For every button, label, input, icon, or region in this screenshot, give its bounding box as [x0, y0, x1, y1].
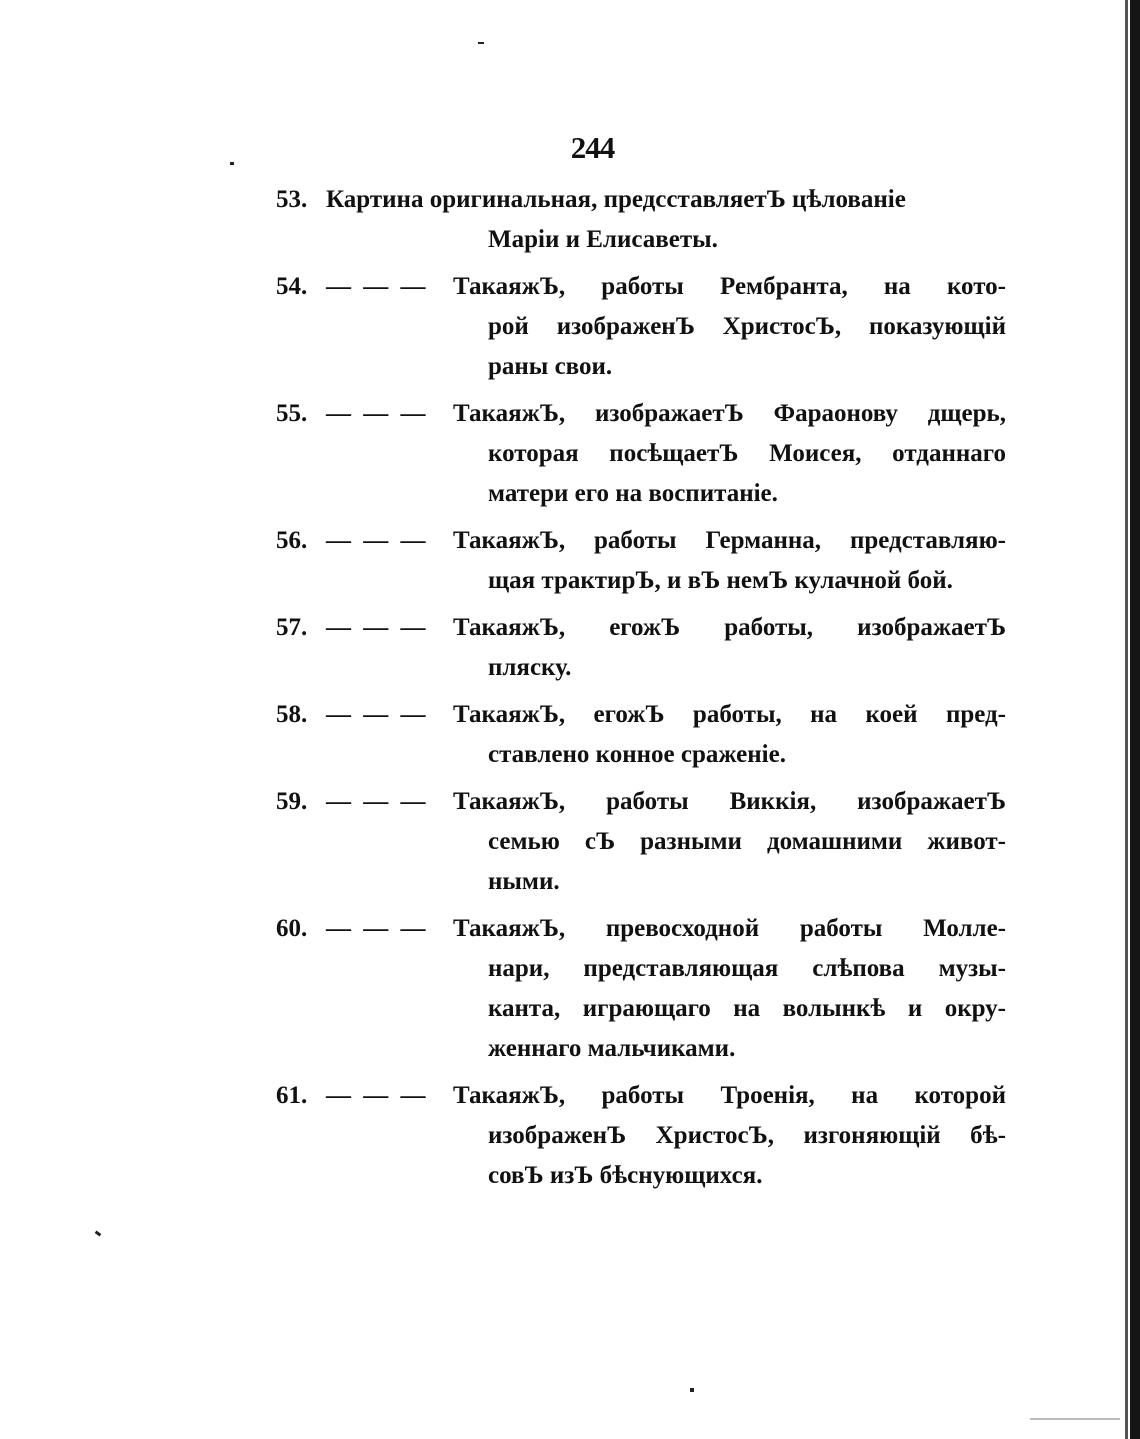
scan-speck: [690, 1388, 694, 1392]
entry-text-line: нари, представляющая слѣпова музы-: [488, 955, 1006, 982]
entry-text-line: ТакаяжЪ, егожЪ работы, на коей пред-: [453, 701, 1006, 728]
entry-dash: — — —: [326, 614, 429, 641]
catalog-entry: [276, 521, 1006, 601]
scan-speck: [1030, 1418, 1120, 1420]
entry-dash: — — —: [326, 273, 429, 300]
page-edge-line: [1125, 0, 1128, 1439]
entry-dash: — — —: [326, 701, 429, 728]
entry-text-line: совЪ изЪ бѣснующихся.: [488, 1162, 763, 1189]
entry-text-line: щая трактирЪ, и вЪ немЪ кулачной бой.: [488, 567, 953, 594]
entry-number: 60.: [276, 915, 308, 942]
catalog-entry: [276, 1076, 1006, 1196]
entry-dash: — — —: [326, 1082, 429, 1109]
entry-number: 56.: [276, 527, 308, 554]
catalog-entry: [276, 608, 1006, 688]
catalog-entry: [276, 394, 1006, 514]
catalog-entry: [276, 695, 1006, 775]
entry-text-line: ТакаяжЪ, превосходной работы Молле-: [453, 915, 1006, 942]
entry-text-line: канта, играющаго на волынкѣ и окру-: [488, 995, 1006, 1022]
catalog-entry: [276, 267, 1006, 387]
entry-text-line: ТакаяжЪ, работы Виккія, изображаетЪ: [453, 788, 1006, 815]
entry-text-line: рой изображенЪ ХристосЪ, показующій: [488, 313, 1006, 340]
entry-number: 59.: [276, 788, 308, 815]
entry-text-line: женнаго мальчиками.: [488, 1035, 736, 1062]
catalog-entry: [276, 180, 1006, 260]
page-edge-shadow: [1130, 0, 1140, 1439]
catalog-entry: [276, 782, 1006, 902]
scan-speck: [230, 162, 234, 165]
entry-text-line: изображенЪ ХристосЪ, изгоняющій бѣ-: [488, 1122, 1006, 1149]
entry-text-line: семью сЪ разными домашними живот-: [488, 828, 1006, 855]
entry-dash: — — —: [326, 788, 429, 815]
entry-text-line: ТакаяжЪ, работы Троенія, на которой: [453, 1082, 1006, 1109]
entry-text-line: ТакаяжЪ, изображаетЪ Фараонову дщерь,: [453, 400, 1006, 427]
entry-text-line: пляску.: [488, 654, 572, 681]
scan-speck: [95, 1231, 102, 1237]
catalog-entry: [276, 909, 1006, 1069]
entry-text-line: ставлено конное сраженіе.: [488, 741, 786, 768]
entry-dash: — — —: [326, 400, 429, 427]
entry-text-line: ТакаяжЪ, работы Германна, представляю-: [453, 527, 1006, 554]
entry-dash: — — —: [326, 527, 429, 554]
catalog-list: [276, 180, 1006, 1203]
entry-text-line: раны свои.: [488, 353, 613, 380]
scan-speck: [478, 42, 484, 44]
entry-text-line: ТакаяжЪ, работы Рембранта, на кото-: [453, 273, 1006, 300]
entry-number: 61.: [276, 1082, 308, 1109]
entry-dash: — — —: [326, 915, 429, 942]
entry-text-line: матери его на воспитаніе.: [488, 480, 778, 507]
page-number: 244: [570, 130, 615, 165]
entry-number: 57.: [276, 614, 308, 641]
entry-text-line: ТакаяжЪ, егожЪ работы, изображаетЪ: [453, 614, 1006, 641]
entry-text-line: которая посѣщаетЪ Моисея, отданнаго: [488, 440, 1006, 467]
entry-number: 54.: [276, 273, 308, 300]
entry-text-line: Маріи и Елисаветы.: [488, 226, 718, 253]
entry-text-line: Картина оригинальная, предсставляетЪ цѣлованіе: [326, 186, 906, 213]
entry-number: 55.: [276, 400, 308, 427]
entry-number: 58.: [276, 701, 308, 728]
entry-number: 53.: [276, 186, 308, 213]
entry-text-line: ными.: [488, 868, 560, 895]
